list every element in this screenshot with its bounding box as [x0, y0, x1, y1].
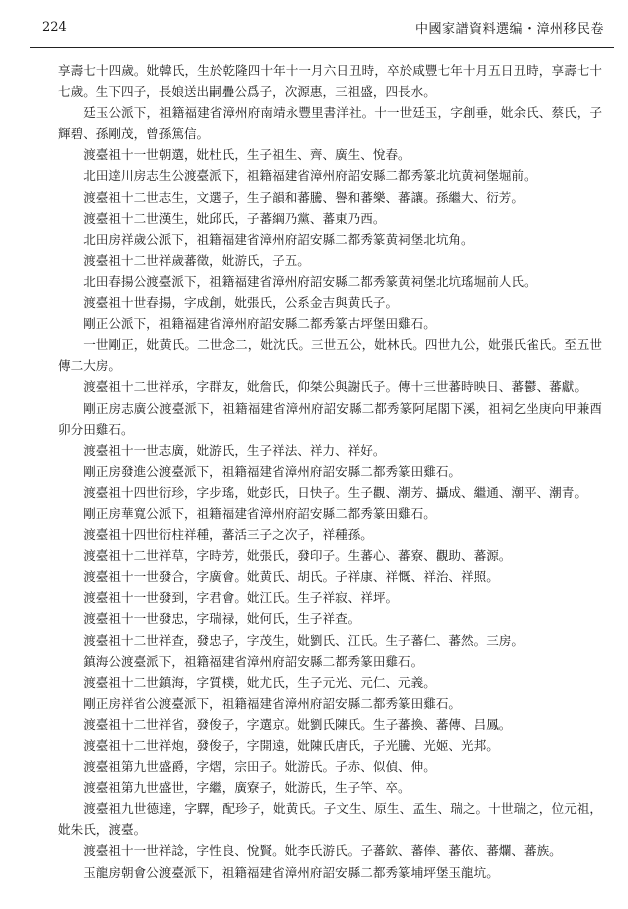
paragraph: 渡臺祖十一世發忠，字瑞禄，妣何氏，生子祥查。 [83, 611, 361, 627]
paragraph: 渡臺祖十一世朝選，妣杜氏，生子祖生、齊、廣生、悅春。 [83, 147, 411, 163]
paragraph: 渡臺祖十二世祥𠄘，字群友，妣詹氏，仰桀公與謝氏子。傳十三世蕃時映日、蕃鬱、蕃獻。 [83, 379, 587, 395]
paragraph: 渡臺祖十二世祥查，發忠子，字茂生，妣劉氏、江氏。生子蕃仁、蕃然。三房。 [83, 632, 524, 648]
paragraph: 剛正房發進公渡臺派下，祖籍福建省漳州府詔安縣二都秀篆田雞石。 [83, 463, 461, 479]
paragraph: 渡臺祖十一世發到，字君會。妣江氏。生子祥寂、祥坪。 [83, 590, 399, 606]
paragraph: 剛正房祥省公渡臺派下，祖籍福建省漳州府詔安縣二都秀篆田雞石。 [83, 695, 461, 711]
paragraph: 渡臺祖十二世祥歲蕃徵，妣游氏，子五。 [83, 252, 310, 268]
header-rule [30, 47, 614, 48]
page-number: 224 [42, 20, 67, 35]
paragraph: 渡臺祖十四世衍柱祥種，蕃活三子之次子，祥種孫。 [83, 527, 373, 543]
paragraph: 剛正房華寬公派下，祖籍福建省漳州府詔安縣二都秀篆田雞石。 [83, 505, 436, 521]
paragraph: 北田房祥歲公派下，祖籍福建省漳州府詔安縣二都秀篆黄祠堡北坑角。 [83, 231, 474, 247]
paragraph: 鎮海公渡臺派下，祖籍福建省漳州府詔安縣二都秀篆田雞石。 [83, 653, 424, 669]
paragraph: 渡臺祖十二世祥省，發俊子，字選京。妣劉氏陳氏。生子蕃換、蕃傳、吕鳳。 [83, 716, 512, 732]
paragraph: 一世剛正，妣黄氏。二世念二，妣沈氏。三世五公，妣林氏。四世九公，妣張氏雀氏。至五世傳二大房。 [58, 337, 602, 374]
paragraph: 渡臺祖第九世盛世，字繼，廣寮子，妣游氏，生子竿、卒。 [83, 780, 411, 796]
paragraph: 渡臺祖十一世祥諗，字性良、悅賢。妣李氏游氏。子蕃欽、蕃俸、蕃依、蕃爛、蕃族。 [83, 843, 562, 859]
body-text [58, 60, 602, 883]
paragraph: 渡臺祖十二世祥炮，發俊子，字開遠，妣陳氏唐氏，子光騰、光姬、光邦。 [83, 738, 499, 753]
paragraph: 渡臺祖十二世鎮海，字質樸，妣尤氏，生子元光、元仁、元義。 [83, 674, 436, 690]
paragraph: 渡臺祖十四世衍珍，字步瑤，妣彭氏，日快子。生子觀、潮芳、攝成、繼通、潮平、潮青。 [83, 484, 587, 500]
paragraph: 渡臺祖十二世志生，文選子，生子韻和蕃騰、譽和蕃樂、蕃讓。孫繼大、衍芳。 [83, 189, 524, 205]
paragraph: 渡臺祖九世德達，字驛，配珍子，妣黄氏。子文生、原生、孟生、瑞之。十世瑞之，位元祖，妣朱氏，渡臺。 [58, 801, 602, 838]
running-header: 中國家譜資料選编・漳州移民卷 [414, 22, 604, 37]
paragraph: 渡臺祖十世春揚，字成創，妣張氏，公系金吉與黄氏子。 [83, 295, 399, 311]
paragraph: 渡臺祖十二世祥草，字時芳，妣張氏，發印子。生蕃心、蕃寮、觀助、蕃源。 [83, 548, 512, 564]
paragraph: 北田春揚公渡臺派下，祖籍福建省漳州府詔安縣二都秀篆黄祠堡北坑瑤堀前人氏。 [83, 273, 537, 289]
paragraph: 廷玉公派下，祖籍福建省漳州府南靖永豐里書洋社。十一世廷玉，字創垂，妣余氏、蔡氏，子輝碧、孫剛茂，曾孫篤信。 [58, 105, 602, 142]
paragraph: 渡臺祖第九世盛爵，字熠，宗田子。妣游氏。子赤、似偵、伸。 [83, 759, 436, 775]
paragraph: 北田逹川房志生公渡臺派下，祖籍福建省漳州府詔安縣二都秀篆北坑黄祠堡堀前。 [83, 168, 537, 184]
paragraph: 剛正公派下，祖籍福建省漳州府詔安縣二都秀篆古坪堡田雞石。 [83, 316, 436, 332]
paragraph: 享壽七十四歲。妣韓氏，生於乾隆四十年十一月六日丑時，卒於咸豐七年十月五日丑時，享壽七十七歲。生下四子，長娘送出嗣疊公爲子，次源惠，三祖盛，四長水。 [58, 63, 602, 100]
paragraph: 渡臺祖十二世漢生，妣邱氏，子蕃綱乃黨、蕃東乃西。 [83, 210, 386, 226]
paragraph: 玉龍房朝會公渡臺派下，祖籍福建省漳州府詔安縣二都秀篆埔坪堡玉龍坑。 [83, 864, 499, 880]
paragraph: 剛正房志廣公渡臺派下，祖籍福建省漳州府詔安縣二都秀篆阿尾閣下溪，祖祠乞坐庚向甲兼酉卯分田雞石。 [58, 400, 602, 437]
paragraph: 渡臺祖十一世發合，字廣會。妣黄氏、胡氏。子祥康、祥慨、祥治、祥照。 [83, 569, 499, 585]
paragraph: 渡臺祖十一世志廣，妣游氏，生子祥法、祥力、祥好。 [83, 442, 386, 458]
